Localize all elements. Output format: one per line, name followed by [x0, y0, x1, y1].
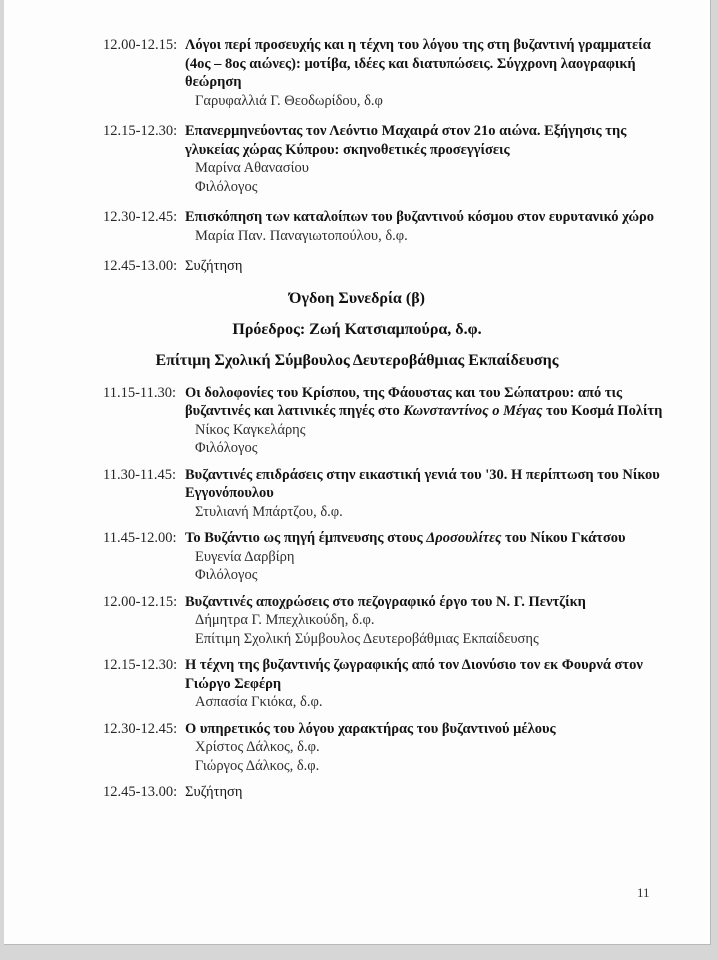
entry-speaker: Γιώργος Δάλκος, δ.φ. [195, 757, 320, 774]
entry-time: 12.45-13.00: [103, 784, 178, 800]
entry-time: 12.00-12.15: [103, 37, 178, 53]
program-entry [4, 257, 710, 276]
entry-title-italic-segment: Δροσουλίτες [426, 530, 502, 546]
entry-title [185, 720, 665, 739]
session-chair: Πρόεδρος: Ζωή Κατσιαμπούρα, δ.φ. [232, 320, 482, 338]
entry-title [185, 529, 665, 548]
entry-body [185, 208, 665, 245]
entry-body [185, 529, 665, 585]
entry-title-segment: Συζήτηση [185, 784, 243, 800]
session-title: Όγδοη Συνεδρία (β) [289, 289, 425, 307]
entry-title [185, 466, 665, 503]
program-entry [4, 720, 710, 776]
program-entry [4, 529, 710, 585]
entry-title-segment: Βυζαντινές αποχρώσεις στο πεζογραφικό έργο του Ν. Γ. Πεντζίκη [185, 593, 586, 610]
session-header [4, 288, 710, 372]
entry-title-segment: Η τέχνη της βυζαντινής ζωγραφικής από τον Διονύσιο τον εκ Φουρνά στον Γιώργο Σεφέρη [185, 657, 643, 692]
program-entry [4, 384, 710, 458]
entry-title [185, 384, 665, 421]
entry-time: 12.00-12.15: [103, 593, 178, 610]
entry-time: 12.30-12.45: [103, 209, 178, 225]
entry-title-segment: Ο υπηρετικός του λόγου χαρακτήρας του βυζαντινού μέλους [185, 720, 556, 737]
entry-time: 11.30-11.45: [103, 466, 177, 483]
entry-body [185, 656, 665, 712]
program-entry [4, 656, 710, 712]
entry-title [185, 783, 665, 802]
entry-time: 12.30-12.45: [103, 720, 178, 737]
page-number: 11 [637, 885, 650, 900]
entry-speaker: Γαρυφαλλιά Γ. Θεοδωρίδου, δ.φ [195, 92, 383, 109]
entry-body [185, 466, 665, 522]
entry-speaker: Δήμητρα Γ. Μπεχλικούδη, δ.φ. [195, 612, 375, 628]
program-entry [4, 466, 710, 522]
entry-title [185, 656, 665, 693]
entry-body [185, 384, 665, 458]
program-section-eighth-session [4, 384, 710, 802]
entry-speaker: Χρίστος Δάλκος, δ.φ. [195, 739, 320, 755]
entry-speaker: Φιλόλογος [195, 567, 258, 583]
entry-body [185, 36, 665, 110]
entry-body [185, 593, 665, 649]
entry-speaker: Μαρία Παν. Παναγιωτοπούλου, δ.φ. [195, 227, 408, 244]
entry-title [185, 257, 665, 276]
entry-title-segment: του Νίκου Γκάτσου [501, 530, 626, 546]
entry-title-segment: Επισκόπηση των καταλοίπων του βυζαντινού κόσμου στον ευρυτανικό χώρο [185, 209, 655, 225]
program-entry [4, 593, 710, 649]
entry-title-segment: Οι δολοφονίες του Κρίσπου, της Φάουστας και του Σώπατρου: από τις βυζαντινές και λατινικές πηγές στο [185, 384, 623, 419]
entry-time: 11.15-11.30: [103, 384, 177, 401]
entry-title-segment: του Κοσμά Πολίτη [542, 403, 663, 419]
entry-speaker: Επίτιμη Σχολική Σύμβουλος Δευτεροβάθμιας Εκπαίδευσης [195, 630, 539, 647]
entry-time: 12.15-12.30: [103, 123, 178, 139]
entry-body [185, 720, 665, 776]
entry-title [185, 593, 665, 612]
entry-speaker: Φιλόλογος [195, 440, 258, 456]
entry-title-segment: Λόγοι περί προσευχής και η τέχνη του λόγου της στη βυζαντινή γραμματεία (4ος – 8ος αιώνες): μοτίβα, ιδέες και διατυπώσεις. Σύγχρονη λαογραφική θεώρηση [185, 37, 651, 90]
program-section-top [4, 36, 710, 276]
program-entry [4, 122, 710, 196]
entry-title [185, 122, 665, 159]
entry-title [185, 36, 665, 92]
entry-title-segment: Βυζαντινές επιδράσεις στην εικαστική γενιά του '30. Η περίπτωση του Νίκου Εγγονόπουλου [185, 466, 660, 501]
entry-body [185, 257, 665, 276]
entry-title-segment: Το Βυζάντιο ως πηγή έμπνευσης στους [185, 530, 427, 546]
program-entry [4, 208, 710, 245]
entry-title-italic-segment: Κωνσταντίνος ο Μέγας [403, 403, 543, 419]
entry-time: 11.45-12.00: [103, 530, 177, 546]
entry-speaker: Στυλιανή Μπάρτζου, δ.φ. [195, 503, 343, 520]
entry-time: 12.15-12.30: [103, 657, 178, 673]
entry-speaker: Φιλόλογος [195, 178, 258, 195]
program-page [4, 0, 711, 945]
entry-title [185, 208, 665, 227]
program-entry [4, 783, 710, 802]
entry-time: 12.45-13.00: [103, 258, 178, 274]
entry-title-segment: Συζήτηση [185, 258, 243, 274]
entry-speaker: Νίκος Καγκελάρης [195, 421, 306, 438]
entry-speaker: Μαρίνα Αθανασίου [195, 160, 309, 176]
entry-title-segment: Επανερμηνεύοντας τον Λεόντιο Μαχαιρά στον 21ο αιώνα. Εξήγησις της γλυκείας χώρας Κύπρου: σκηνοθετικές προσεγγίσεις [185, 123, 627, 158]
entry-body [185, 783, 665, 802]
entry-speaker: Ασπασία Γκιόκα, δ.φ. [195, 694, 323, 710]
entry-body [185, 122, 665, 196]
session-chair-role: Επίτιμη Σχολική Σύμβουλος Δευτεροβάθμιας Εκπαίδευσης [155, 351, 559, 369]
entry-speaker: Ευγενία Δαρβίρη [195, 548, 295, 565]
program-entry [4, 36, 710, 110]
